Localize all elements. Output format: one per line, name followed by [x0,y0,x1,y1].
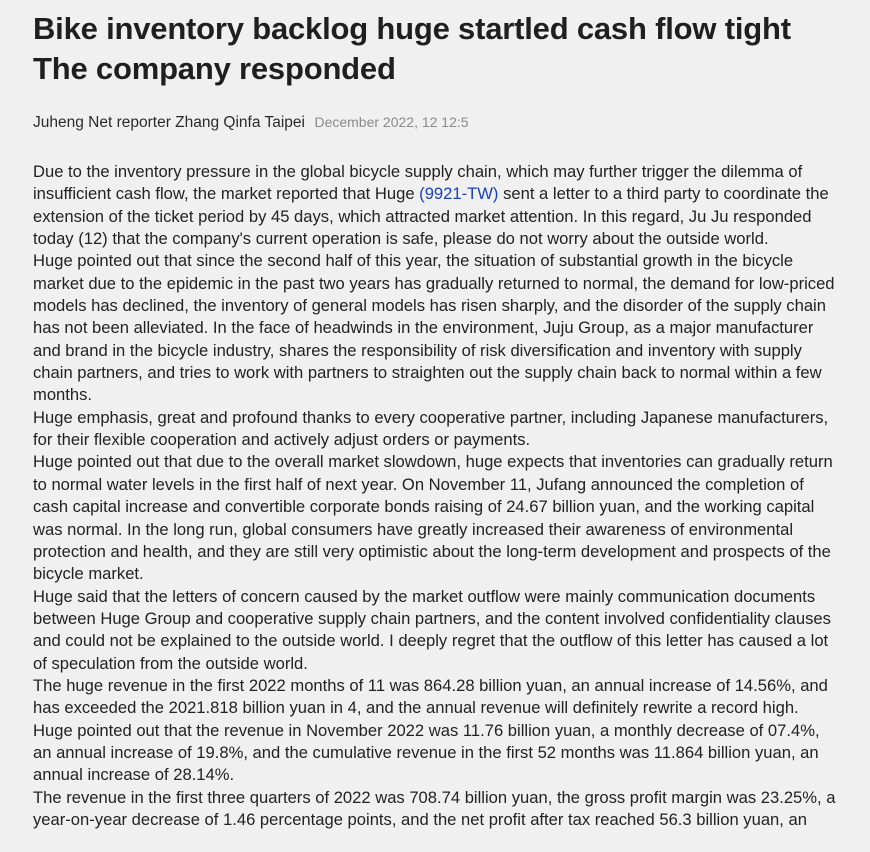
paragraph-5: Huge said that the letters of concern caused by the market outflow were mainly communication documents between Huge Group and cooperative supply chain partners, and the content involved confidentiality clauses and could not be explained to the outside world. I deeply regret that the outflow of this letter has caused a lot of speculation from the outside world. [33,586,831,673]
stock-ticker-link[interactable]: (9921-TW) [419,184,499,204]
article-title: Bike inventory backlog huge startled cash flow tight The company responded [33,11,791,86]
paragraph-8: The revenue in the first three quarters of 2022 was 708.74 billion yuan, the gross profit margin was 23.25%, a year-on-year decrease of 1.46 percentage points, and the net profit after tax reached 56.3 billion yuan, an [33,787,836,829]
paragraph-3: Huge emphasis, great and profound thanks to every cooperative partner, including Japanese manufacturers, for their flexible cooperation and actively adjust orders or payments. [33,407,829,450]
paragraph-1-text-b: sent a letter to a third party to coordinate the extension of the ticket period by 45 days, which attracted market attention. In this regard, Ju Ju responded today (12) that the company's current operation is safe, please do not worry about the outside world. [33,184,829,249]
paragraph-4: Huge pointed out that due to the overall market slowdown, huge expects that inventories can gradually return to normal water levels in the first half of next year. On November 11, Jufang announced the completion of cash capital increase and convertible corporate bonds raising of 24.67 billion yuan, and the working capital was normal. In the long run, global consumers have greatly increased their awareness of environmental protection and health, and they are still very optimistic about the long-term development and prospects of the bicycle market. [33,452,833,584]
paragraph-1 [33,161,836,250]
article-body [33,161,836,831]
paragraph-2: Huge pointed out that since the second half of this year, the situation of substantial growth in the bicycle market due to the epidemic in the past two years has gradually returned to normal, the demand for low-priced models has declined, the inventory of general models has risen sharply, and the disorder of the supply chain has not been alleviated. In the face of headwinds in the environment, Juju Group, as a major manufacturer and brand in the bicycle industry, shares the responsibility of risk diversification and inventory with supply chain partners, and tries to work with partners to straighten out the supply chain back to normal within a few months. [33,251,835,405]
paragraph-6: The huge revenue in the first 2022 months of 11 was 864.28 billion yuan, an annual increase of 14.56%, and has exceeded the 2021.818 billion yuan in 4, and the annual revenue will definitely rewrite a record high. [33,675,828,718]
paragraph-1-text-a: Due to the inventory pressure in the global bicycle supply chain, which may further trigger the dilemma of insufficient cash flow, the market reported that Huge [33,162,803,204]
byline [33,111,836,133]
reporter-name: Juheng Net reporter Zhang Qinfa Taipei [33,114,305,131]
publish-date: December 2022, 12 12:5 [314,114,469,130]
paragraph-7: Huge pointed out that the revenue in November 2022 was 11.76 billion yuan, a monthly decrease of 07.4%, an annual increase of 19.8%, and the cumulative revenue in the first 52 months was 11.864 billion yuan, an annual increase of 28.14%. [33,720,820,785]
